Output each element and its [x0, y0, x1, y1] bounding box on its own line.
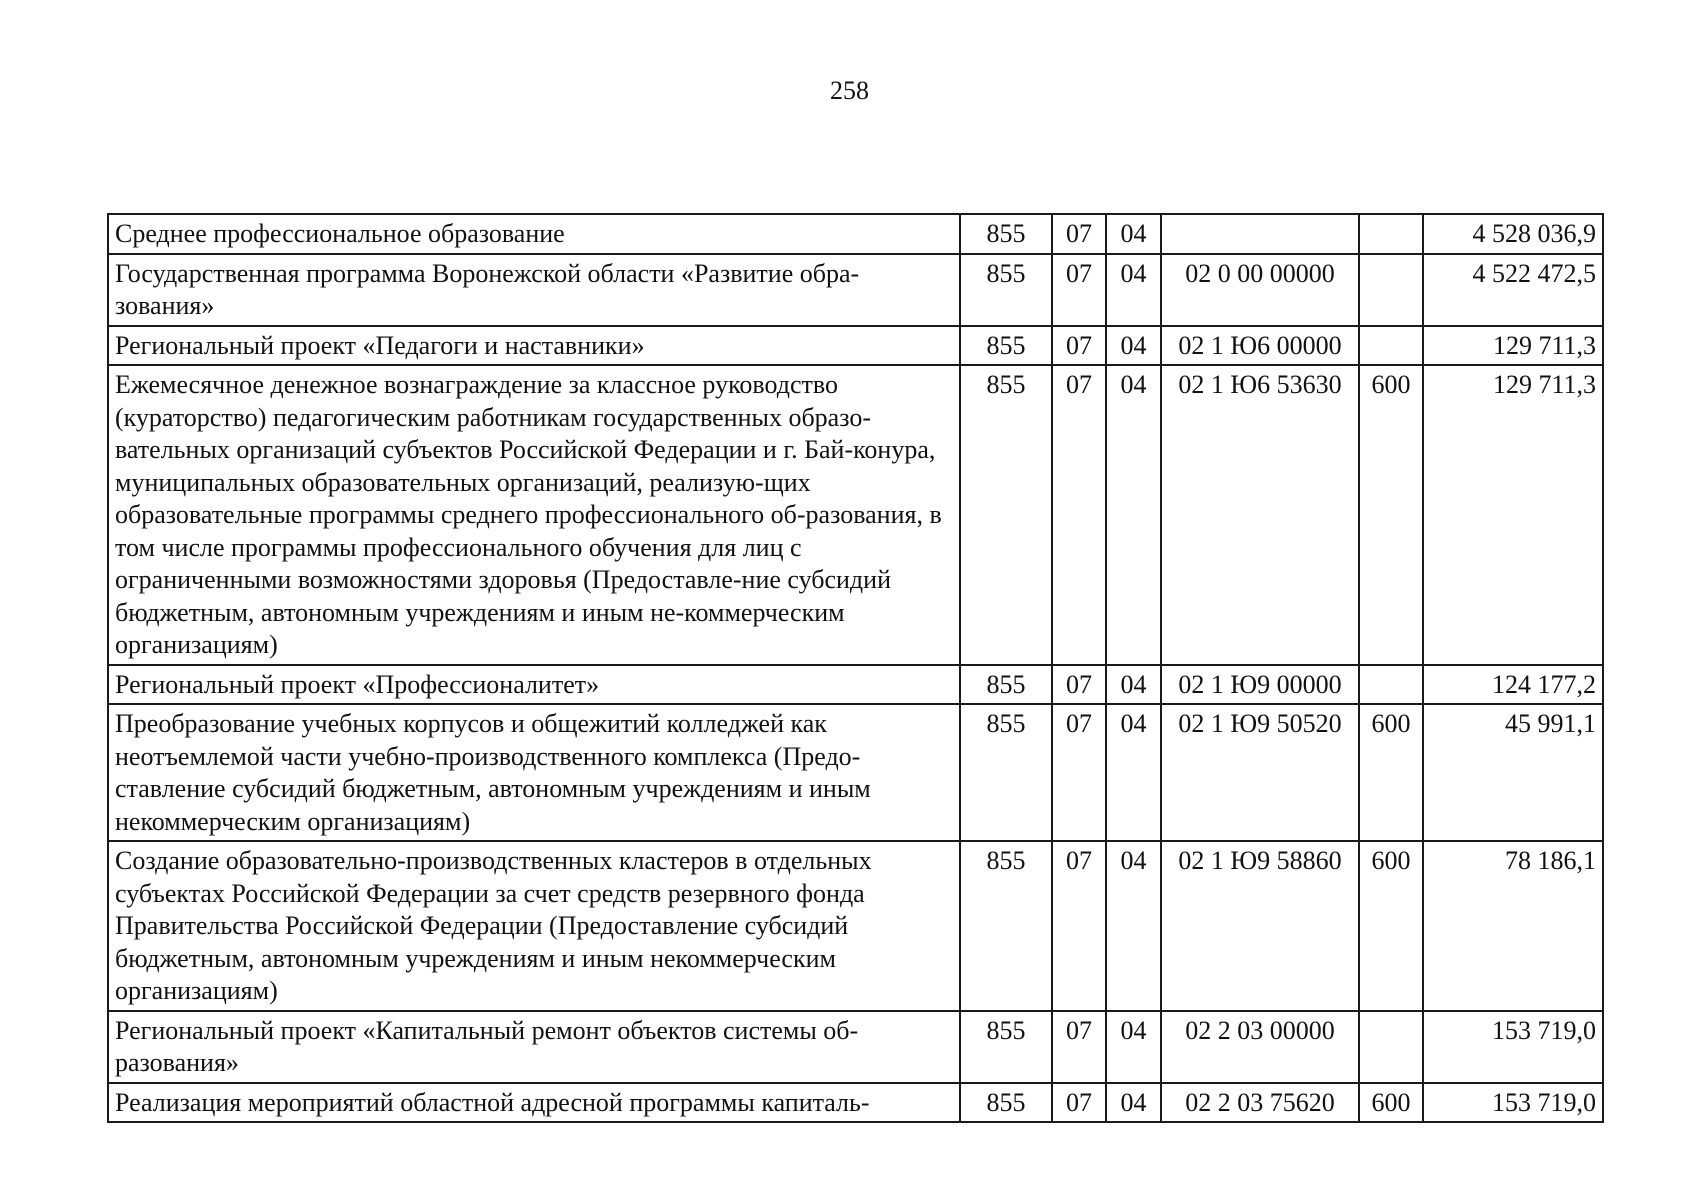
subsection-code-cell: 04: [1106, 1011, 1161, 1083]
section-code-cell: 07: [1052, 326, 1106, 366]
grbs-code-cell: 855: [960, 1083, 1052, 1123]
table-row: [108, 365, 1603, 665]
amount-cell: 4 522 472,5: [1423, 254, 1603, 326]
expense-type-cell: 600: [1359, 1083, 1423, 1123]
expense-type-cell: 600: [1359, 704, 1423, 841]
amount-cell: 153 719,0: [1423, 1083, 1603, 1123]
subsection-code-cell: 04: [1106, 1083, 1161, 1123]
subsection-code-cell: 04: [1106, 214, 1161, 254]
target-article-cell: [1161, 214, 1359, 254]
row-name-cell: Государственная программа Воронежской области «Развитие обра-зования»: [108, 254, 960, 326]
expense-type-cell: [1359, 214, 1423, 254]
section-code-cell: 07: [1052, 1083, 1106, 1123]
row-name-cell: Создание образовательно-производственных кластеров в отдельных субъектах Российской Федерации за счет средств резервного фонда Правительства Российской Федерации (Предоставление субсидий бюджетным, автономным учреждениям и иным некоммерческим организациям): [108, 841, 960, 1011]
section-code-cell: 07: [1052, 1011, 1106, 1083]
grbs-code-cell: 855: [960, 704, 1052, 841]
row-name-cell: Ежемесячное денежное вознаграждение за классное руководство (кураторство) педагогическим работникам государственных образо-вательных организаций субъектов Российской Федерации и г. Бай-конура, муниципальных образовательных организаций, реализую-щих образовательные программы среднего профессионального об-разования, в том числе программы профессионального обучения для лиц с ограниченными возможностями здоровья (Предоставле-ние субсидий бюджетным, автономным учреждениям и иным не-коммерческим организациям): [108, 365, 960, 665]
amount-cell: 129 711,3: [1423, 365, 1603, 665]
subsection-code-cell: 04: [1106, 704, 1161, 841]
page-number: 258: [830, 76, 869, 105]
amount-cell: 129 711,3: [1423, 326, 1603, 366]
table-row: [108, 1083, 1603, 1123]
section-code-cell: 07: [1052, 841, 1106, 1011]
table-row: [108, 704, 1603, 841]
section-code-cell: 07: [1052, 365, 1106, 665]
target-article-cell: 02 1 Ю9 00000: [1161, 665, 1359, 705]
subsection-code-cell: 04: [1106, 841, 1161, 1011]
target-article-cell: 02 0 00 00000: [1161, 254, 1359, 326]
section-code-cell: 07: [1052, 214, 1106, 254]
subsection-code-cell: 04: [1106, 326, 1161, 366]
row-name-cell: Региональный проект «Профессионалитет»: [108, 665, 960, 705]
budget-table: [107, 213, 1604, 1123]
table-row: [108, 326, 1603, 366]
grbs-code-cell: 855: [960, 665, 1052, 705]
table-row: [108, 665, 1603, 705]
amount-cell: 124 177,2: [1423, 665, 1603, 705]
amount-cell: 153 719,0: [1423, 1011, 1603, 1083]
row-name-cell: Региональный проект «Капитальный ремонт объектов системы об-разования»: [108, 1011, 960, 1083]
row-name-cell: Реализация мероприятий областной адресной программы капиталь-: [108, 1083, 960, 1123]
row-name-cell: Среднее профессиональное образование: [108, 214, 960, 254]
table-row: [108, 214, 1603, 254]
expense-type-cell: [1359, 1011, 1423, 1083]
table-row: [108, 841, 1603, 1011]
grbs-code-cell: 855: [960, 365, 1052, 665]
table-body: [108, 214, 1603, 1122]
grbs-code-cell: 855: [960, 841, 1052, 1011]
section-code-cell: 07: [1052, 665, 1106, 705]
section-code-cell: 07: [1052, 254, 1106, 326]
amount-cell: 78 186,1: [1423, 841, 1603, 1011]
grbs-code-cell: 855: [960, 214, 1052, 254]
target-article-cell: 02 1 Ю9 50520: [1161, 704, 1359, 841]
target-article-cell: 02 1 Ю6 53630: [1161, 365, 1359, 665]
table-row: [108, 1011, 1603, 1083]
target-article-cell: 02 2 03 75620: [1161, 1083, 1359, 1123]
target-article-cell: 02 1 Ю9 58860: [1161, 841, 1359, 1011]
target-article-cell: 02 2 03 00000: [1161, 1011, 1359, 1083]
expense-type-cell: [1359, 326, 1423, 366]
subsection-code-cell: 04: [1106, 665, 1161, 705]
grbs-code-cell: 855: [960, 326, 1052, 366]
grbs-code-cell: 855: [960, 254, 1052, 326]
row-name-cell: Региональный проект «Педагоги и наставники»: [108, 326, 960, 366]
amount-cell: 45 991,1: [1423, 704, 1603, 841]
expense-type-cell: [1359, 665, 1423, 705]
amount-cell: 4 528 036,9: [1423, 214, 1603, 254]
expense-type-cell: 600: [1359, 841, 1423, 1011]
expense-type-cell: 600: [1359, 365, 1423, 665]
expense-type-cell: [1359, 254, 1423, 326]
subsection-code-cell: 04: [1106, 365, 1161, 665]
table-row: [108, 254, 1603, 326]
row-name-cell: Преобразование учебных корпусов и общежитий колледжей как неотъемлемой части учебно-производственного комплекса (Предо-ставление субсидий бюджетным, автономным учреждениям и иным некоммерческим организациям): [108, 704, 960, 841]
target-article-cell: 02 1 Ю6 00000: [1161, 326, 1359, 366]
section-code-cell: 07: [1052, 704, 1106, 841]
subsection-code-cell: 04: [1106, 254, 1161, 326]
grbs-code-cell: 855: [960, 1011, 1052, 1083]
